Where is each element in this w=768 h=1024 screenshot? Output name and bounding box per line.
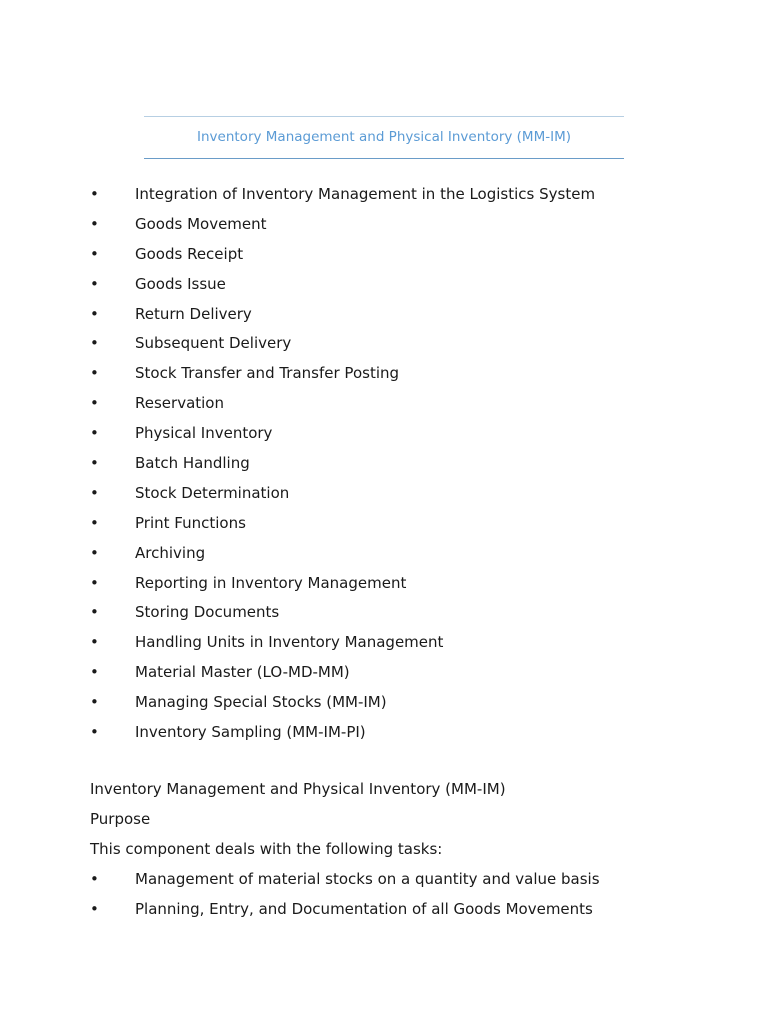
- list-item-text: Goods Issue: [135, 274, 226, 293]
- list-item-text: Integration of Inventory Management in the Logistics System: [135, 185, 596, 203]
- list-item-text: Archiving: [135, 543, 206, 562]
- bullet-icon: •: [90, 244, 99, 263]
- list-item-text: Storing Documents: [135, 603, 280, 622]
- bullet-icon: •: [90, 633, 99, 652]
- list-item-text: Return Delivery: [135, 304, 252, 323]
- bullet-icon: •: [90, 424, 99, 443]
- list-item-text: Managing Special Stocks (MM-IM): [135, 693, 387, 712]
- list-item-text: Physical Inventory: [135, 424, 273, 443]
- section-heading: Inventory Management and Physical Inventory (MM-IM): [90, 780, 506, 798]
- header-title: Inventory Management and Physical Inventory (MM-IM): [197, 129, 571, 145]
- list-item: [90, 896, 593, 926]
- bullet-icon: •: [90, 185, 99, 203]
- bullet-icon: •: [90, 693, 99, 712]
- bullet-icon: •: [90, 870, 99, 888]
- list-item-text: Stock Transfer and Transfer Posting: [135, 364, 400, 383]
- list-item-text: Goods Receipt: [135, 244, 244, 263]
- bullet-icon: •: [90, 394, 99, 413]
- bullet-icon: •: [90, 214, 99, 233]
- bullet-icon: •: [90, 304, 99, 323]
- bullet-icon: •: [90, 513, 99, 532]
- bullet-icon: •: [90, 334, 99, 353]
- list-item-text: Stock Determination: [135, 483, 290, 502]
- list-item-text: Batch Handling: [135, 454, 250, 473]
- list-item-text: Planning, Entry, and Documentation of all Goods Movements: [135, 899, 593, 918]
- intro-paragraph: This component deals with the following tasks:: [90, 840, 443, 858]
- list-item: [90, 866, 600, 896]
- bullet-icon: •: [90, 364, 99, 383]
- list-item-text: Material Master (LO-MD-MM): [135, 663, 350, 682]
- purpose-label: Purpose: [90, 810, 151, 828]
- list-item-text: Handling Units in Inventory Management: [135, 633, 444, 652]
- list-item-text: Reservation: [135, 394, 224, 413]
- list-item-text: Print Functions: [135, 513, 246, 532]
- bullet-icon: •: [90, 603, 99, 622]
- bullet-icon: •: [90, 483, 99, 502]
- bullet-icon: •: [90, 454, 99, 473]
- list-item-text: Management of material stocks on a quantity and value basis: [135, 870, 600, 888]
- bullet-icon: •: [90, 663, 99, 682]
- list-item-text: Subsequent Delivery: [135, 334, 292, 353]
- bullet-icon: •: [90, 723, 99, 742]
- bullet-icon: •: [90, 573, 99, 592]
- task-list: [90, 866, 600, 925]
- list-item-text: Inventory Sampling (MM-IM-PI): [135, 723, 366, 742]
- document-header: [144, 116, 624, 159]
- bullet-icon: •: [90, 543, 99, 562]
- bullet-icon: •: [90, 899, 99, 918]
- list-item-text: Reporting in Inventory Management: [135, 573, 407, 592]
- bullet-icon: •: [90, 274, 99, 293]
- list-item-text: Goods Movement: [135, 214, 267, 233]
- header-bottom-rule: [144, 158, 624, 159]
- document-body: [90, 776, 600, 925]
